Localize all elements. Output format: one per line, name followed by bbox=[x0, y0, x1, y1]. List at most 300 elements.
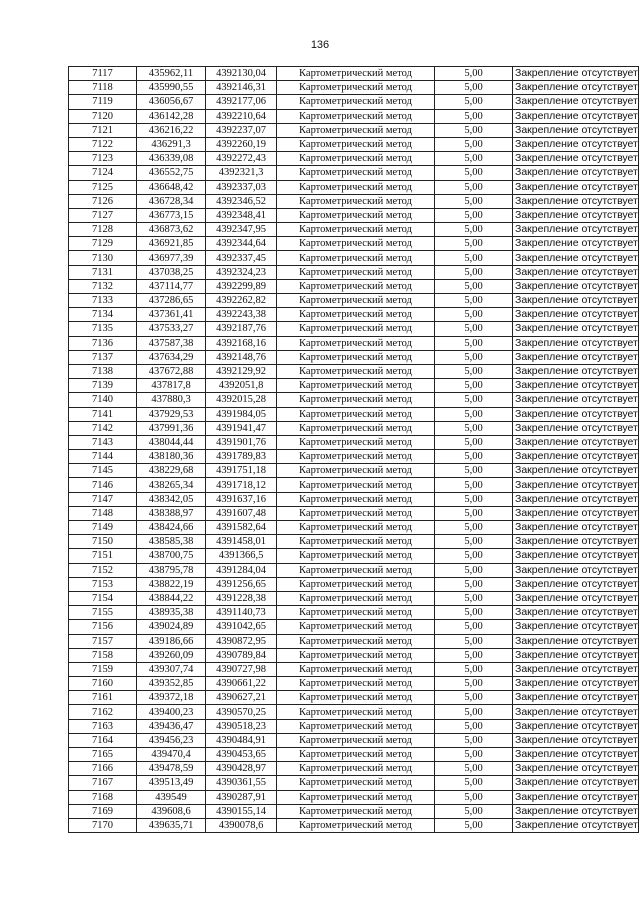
fixation-cell: Закрепление отсутствует bbox=[513, 137, 639, 151]
fixation-cell: Закрепление отсутствует bbox=[513, 691, 639, 705]
method-cell: Картометрический метод bbox=[277, 237, 435, 251]
method-cell: Картометрический метод bbox=[277, 251, 435, 265]
point-number-cell: 7163 bbox=[69, 719, 137, 733]
table-row bbox=[69, 194, 639, 208]
x-coordinate-cell: 439549 bbox=[137, 790, 206, 804]
error-cell: 5,00 bbox=[435, 279, 513, 293]
method-cell: Картометрический метод bbox=[277, 662, 435, 676]
method-cell: Картометрический метод bbox=[277, 393, 435, 407]
point-number-cell: 7166 bbox=[69, 762, 137, 776]
error-cell: 5,00 bbox=[435, 294, 513, 308]
error-cell: 5,00 bbox=[435, 450, 513, 464]
error-cell: 5,00 bbox=[435, 549, 513, 563]
point-number-cell: 7152 bbox=[69, 563, 137, 577]
table-row bbox=[69, 123, 639, 137]
table-row bbox=[69, 364, 639, 378]
method-cell: Картометрический метод bbox=[277, 450, 435, 464]
x-coordinate-cell: 436873,62 bbox=[137, 223, 206, 237]
x-coordinate-cell: 439470,4 bbox=[137, 748, 206, 762]
x-coordinate-cell: 438342,05 bbox=[137, 492, 206, 506]
error-cell: 5,00 bbox=[435, 492, 513, 506]
method-cell: Картометрический метод bbox=[277, 435, 435, 449]
fixation-cell: Закрепление отсутствует bbox=[513, 379, 639, 393]
y-coordinate-cell: 4390361,55 bbox=[206, 776, 277, 790]
method-cell: Картометрический метод bbox=[277, 606, 435, 620]
point-number-cell: 7132 bbox=[69, 279, 137, 293]
error-cell: 5,00 bbox=[435, 719, 513, 733]
error-cell: 5,00 bbox=[435, 123, 513, 137]
point-number-cell: 7133 bbox=[69, 294, 137, 308]
table-row bbox=[69, 407, 639, 421]
fixation-cell: Закрепление отсутствует bbox=[513, 577, 639, 591]
y-coordinate-cell: 4392130,04 bbox=[206, 67, 277, 81]
method-cell: Картометрический метод bbox=[277, 279, 435, 293]
y-coordinate-cell: 4392187,76 bbox=[206, 322, 277, 336]
error-cell: 5,00 bbox=[435, 648, 513, 662]
point-number-cell: 7165 bbox=[69, 748, 137, 762]
fixation-cell: Закрепление отсутствует bbox=[513, 194, 639, 208]
y-coordinate-cell: 4390078,6 bbox=[206, 818, 277, 832]
fixation-cell: Закрепление отсутствует bbox=[513, 364, 639, 378]
error-cell: 5,00 bbox=[435, 67, 513, 81]
fixation-cell: Закрепление отсутствует bbox=[513, 662, 639, 676]
x-coordinate-cell: 438795,78 bbox=[137, 563, 206, 577]
error-cell: 5,00 bbox=[435, 577, 513, 591]
table-row bbox=[69, 790, 639, 804]
method-cell: Картометрический метод bbox=[277, 350, 435, 364]
fixation-cell: Закрепление отсутствует bbox=[513, 648, 639, 662]
x-coordinate-cell: 437361,41 bbox=[137, 308, 206, 322]
point-number-cell: 7121 bbox=[69, 123, 137, 137]
x-coordinate-cell: 436291,3 bbox=[137, 137, 206, 151]
error-cell: 5,00 bbox=[435, 379, 513, 393]
point-number-cell: 7162 bbox=[69, 705, 137, 719]
table-row bbox=[69, 549, 639, 563]
point-number-cell: 7134 bbox=[69, 308, 137, 322]
fixation-cell: Закрепление отсутствует bbox=[513, 535, 639, 549]
point-number-cell: 7154 bbox=[69, 591, 137, 605]
fixation-cell: Закрепление отсутствует bbox=[513, 804, 639, 818]
error-cell: 5,00 bbox=[435, 81, 513, 95]
method-cell: Картометрический метод bbox=[277, 322, 435, 336]
y-coordinate-cell: 4391607,48 bbox=[206, 506, 277, 520]
fixation-cell: Закрепление отсутствует bbox=[513, 95, 639, 109]
method-cell: Картометрический метод bbox=[277, 691, 435, 705]
table-row bbox=[69, 421, 639, 435]
y-coordinate-cell: 4392051,8 bbox=[206, 379, 277, 393]
point-number-cell: 7147 bbox=[69, 492, 137, 506]
table-row bbox=[69, 634, 639, 648]
error-cell: 5,00 bbox=[435, 421, 513, 435]
fixation-cell: Закрепление отсутствует bbox=[513, 591, 639, 605]
method-cell: Картометрический метод bbox=[277, 620, 435, 634]
x-coordinate-cell: 438844,22 bbox=[137, 591, 206, 605]
point-number-cell: 7144 bbox=[69, 450, 137, 464]
method-cell: Картометрический метод bbox=[277, 95, 435, 109]
fixation-cell: Закрепление отсутствует bbox=[513, 705, 639, 719]
table-row bbox=[69, 506, 639, 520]
y-coordinate-cell: 4392337,45 bbox=[206, 251, 277, 265]
x-coordinate-cell: 435990,55 bbox=[137, 81, 206, 95]
fixation-cell: Закрепление отсутствует bbox=[513, 294, 639, 308]
point-number-cell: 7158 bbox=[69, 648, 137, 662]
method-cell: Картометрический метод bbox=[277, 208, 435, 222]
fixation-cell: Закрепление отсутствует bbox=[513, 776, 639, 790]
point-number-cell: 7157 bbox=[69, 634, 137, 648]
table-row bbox=[69, 620, 639, 634]
point-number-cell: 7138 bbox=[69, 364, 137, 378]
y-coordinate-cell: 4392243,38 bbox=[206, 308, 277, 322]
point-number-cell: 7160 bbox=[69, 677, 137, 691]
x-coordinate-cell: 437634,29 bbox=[137, 350, 206, 364]
fixation-cell: Закрепление отсутствует bbox=[513, 251, 639, 265]
method-cell: Картометрический метод bbox=[277, 818, 435, 832]
method-cell: Картометрический метод bbox=[277, 294, 435, 308]
x-coordinate-cell: 438585,38 bbox=[137, 535, 206, 549]
error-cell: 5,00 bbox=[435, 748, 513, 762]
method-cell: Картометрический метод bbox=[277, 123, 435, 137]
table-row bbox=[69, 152, 639, 166]
error-cell: 5,00 bbox=[435, 194, 513, 208]
y-coordinate-cell: 4390872,95 bbox=[206, 634, 277, 648]
point-number-cell: 7150 bbox=[69, 535, 137, 549]
point-number-cell: 7136 bbox=[69, 336, 137, 350]
fixation-cell: Закрепление отсутствует bbox=[513, 407, 639, 421]
point-number-cell: 7137 bbox=[69, 350, 137, 364]
y-coordinate-cell: 4392321,3 bbox=[206, 166, 277, 180]
table-row bbox=[69, 81, 639, 95]
x-coordinate-cell: 438822,19 bbox=[137, 577, 206, 591]
table-row bbox=[69, 180, 639, 194]
x-coordinate-cell: 436552,75 bbox=[137, 166, 206, 180]
error-cell: 5,00 bbox=[435, 407, 513, 421]
y-coordinate-cell: 4391637,16 bbox=[206, 492, 277, 506]
point-number-cell: 7126 bbox=[69, 194, 137, 208]
table-row bbox=[69, 166, 639, 180]
x-coordinate-cell: 436056,67 bbox=[137, 95, 206, 109]
y-coordinate-cell: 4391256,65 bbox=[206, 577, 277, 591]
y-coordinate-cell: 4392129,92 bbox=[206, 364, 277, 378]
error-cell: 5,00 bbox=[435, 223, 513, 237]
point-number-cell: 7151 bbox=[69, 549, 137, 563]
fixation-cell: Закрепление отсутствует bbox=[513, 762, 639, 776]
fixation-cell: Закрепление отсутствует bbox=[513, 435, 639, 449]
y-coordinate-cell: 4391751,18 bbox=[206, 464, 277, 478]
fixation-cell: Закрепление отсутствует bbox=[513, 152, 639, 166]
point-number-cell: 7145 bbox=[69, 464, 137, 478]
error-cell: 5,00 bbox=[435, 237, 513, 251]
point-number-cell: 7142 bbox=[69, 421, 137, 435]
x-coordinate-cell: 439436,47 bbox=[137, 719, 206, 733]
table-row bbox=[69, 137, 639, 151]
y-coordinate-cell: 4390789,84 bbox=[206, 648, 277, 662]
table-row bbox=[69, 379, 639, 393]
table-row bbox=[69, 336, 639, 350]
method-cell: Картометрический метод bbox=[277, 308, 435, 322]
x-coordinate-cell: 438935,38 bbox=[137, 606, 206, 620]
y-coordinate-cell: 4391458,01 bbox=[206, 535, 277, 549]
method-cell: Картометрический метод bbox=[277, 719, 435, 733]
x-coordinate-cell: 438265,34 bbox=[137, 478, 206, 492]
x-coordinate-cell: 436339,08 bbox=[137, 152, 206, 166]
point-number-cell: 7123 bbox=[69, 152, 137, 166]
table-row bbox=[69, 393, 639, 407]
method-cell: Картометрический метод bbox=[277, 535, 435, 549]
x-coordinate-cell: 437929,53 bbox=[137, 407, 206, 421]
fixation-cell: Закрепление отсутствует bbox=[513, 478, 639, 492]
fixation-cell: Закрепление отсутствует bbox=[513, 81, 639, 95]
table-body bbox=[69, 67, 639, 833]
y-coordinate-cell: 4392148,76 bbox=[206, 350, 277, 364]
method-cell: Картометрический метод bbox=[277, 677, 435, 691]
y-coordinate-cell: 4390428,97 bbox=[206, 762, 277, 776]
method-cell: Картометрический метод bbox=[277, 67, 435, 81]
error-cell: 5,00 bbox=[435, 620, 513, 634]
error-cell: 5,00 bbox=[435, 691, 513, 705]
fixation-cell: Закрепление отсутствует bbox=[513, 677, 639, 691]
x-coordinate-cell: 437533,27 bbox=[137, 322, 206, 336]
error-cell: 5,00 bbox=[435, 322, 513, 336]
method-cell: Картометрический метод bbox=[277, 492, 435, 506]
point-number-cell: 7135 bbox=[69, 322, 137, 336]
y-coordinate-cell: 4390155,14 bbox=[206, 804, 277, 818]
error-cell: 5,00 bbox=[435, 705, 513, 719]
x-coordinate-cell: 437672,88 bbox=[137, 364, 206, 378]
error-cell: 5,00 bbox=[435, 818, 513, 832]
x-coordinate-cell: 437038,25 bbox=[137, 265, 206, 279]
table-row bbox=[69, 733, 639, 747]
y-coordinate-cell: 4390661,22 bbox=[206, 677, 277, 691]
y-coordinate-cell: 4391901,76 bbox=[206, 435, 277, 449]
y-coordinate-cell: 4390453,65 bbox=[206, 748, 277, 762]
x-coordinate-cell: 436216,22 bbox=[137, 123, 206, 137]
table-row bbox=[69, 521, 639, 535]
point-number-cell: 7148 bbox=[69, 506, 137, 520]
point-number-cell: 7161 bbox=[69, 691, 137, 705]
point-number-cell: 7125 bbox=[69, 180, 137, 194]
x-coordinate-cell: 438700,75 bbox=[137, 549, 206, 563]
method-cell: Картометрический метод bbox=[277, 109, 435, 123]
y-coordinate-cell: 4392210,64 bbox=[206, 109, 277, 123]
method-cell: Картометрический метод bbox=[277, 506, 435, 520]
table-row bbox=[69, 762, 639, 776]
method-cell: Картометрический метод bbox=[277, 762, 435, 776]
error-cell: 5,00 bbox=[435, 208, 513, 222]
fixation-cell: Закрепление отсутствует bbox=[513, 492, 639, 506]
point-number-cell: 7128 bbox=[69, 223, 137, 237]
fixation-cell: Закрепление отсутствует bbox=[513, 521, 639, 535]
fixation-cell: Закрепление отсутствует bbox=[513, 450, 639, 464]
point-number-cell: 7159 bbox=[69, 662, 137, 676]
point-number-cell: 7140 bbox=[69, 393, 137, 407]
y-coordinate-cell: 4391582,64 bbox=[206, 521, 277, 535]
error-cell: 5,00 bbox=[435, 521, 513, 535]
error-cell: 5,00 bbox=[435, 180, 513, 194]
error-cell: 5,00 bbox=[435, 804, 513, 818]
error-cell: 5,00 bbox=[435, 478, 513, 492]
table-row bbox=[69, 109, 639, 123]
fixation-cell: Закрепление отсутствует bbox=[513, 620, 639, 634]
fixation-cell: Закрепление отсутствует bbox=[513, 123, 639, 137]
error-cell: 5,00 bbox=[435, 606, 513, 620]
x-coordinate-cell: 437991,36 bbox=[137, 421, 206, 435]
table-row bbox=[69, 776, 639, 790]
x-coordinate-cell: 439260,09 bbox=[137, 648, 206, 662]
method-cell: Картометрический метод bbox=[277, 364, 435, 378]
fixation-cell: Закрепление отсутствует bbox=[513, 67, 639, 81]
point-number-cell: 7124 bbox=[69, 166, 137, 180]
point-number-cell: 7119 bbox=[69, 95, 137, 109]
method-cell: Картометрический метод bbox=[277, 407, 435, 421]
table-row bbox=[69, 705, 639, 719]
method-cell: Картометрический метод bbox=[277, 265, 435, 279]
method-cell: Картометрический метод bbox=[277, 733, 435, 747]
table-row bbox=[69, 818, 639, 832]
x-coordinate-cell: 439400,23 bbox=[137, 705, 206, 719]
y-coordinate-cell: 4390518,23 bbox=[206, 719, 277, 733]
fixation-cell: Закрепление отсутствует bbox=[513, 634, 639, 648]
y-coordinate-cell: 4390727,98 bbox=[206, 662, 277, 676]
x-coordinate-cell: 437286,65 bbox=[137, 294, 206, 308]
y-coordinate-cell: 4392272,43 bbox=[206, 152, 277, 166]
method-cell: Картометрический метод bbox=[277, 577, 435, 591]
table-row bbox=[69, 563, 639, 577]
table-row bbox=[69, 662, 639, 676]
error-cell: 5,00 bbox=[435, 265, 513, 279]
point-number-cell: 7120 bbox=[69, 109, 137, 123]
error-cell: 5,00 bbox=[435, 166, 513, 180]
table-row bbox=[69, 435, 639, 449]
point-number-cell: 7131 bbox=[69, 265, 137, 279]
x-coordinate-cell: 438180,36 bbox=[137, 450, 206, 464]
table-row bbox=[69, 223, 639, 237]
point-number-cell: 7149 bbox=[69, 521, 137, 535]
point-number-cell: 7130 bbox=[69, 251, 137, 265]
fixation-cell: Закрепление отсутствует bbox=[513, 421, 639, 435]
y-coordinate-cell: 4390484,91 bbox=[206, 733, 277, 747]
method-cell: Картометрический метод bbox=[277, 81, 435, 95]
table-row bbox=[69, 208, 639, 222]
point-number-cell: 7141 bbox=[69, 407, 137, 421]
x-coordinate-cell: 437114,77 bbox=[137, 279, 206, 293]
x-coordinate-cell: 439608,6 bbox=[137, 804, 206, 818]
error-cell: 5,00 bbox=[435, 435, 513, 449]
error-cell: 5,00 bbox=[435, 152, 513, 166]
fixation-cell: Закрепление отсутствует bbox=[513, 748, 639, 762]
y-coordinate-cell: 4391042,65 bbox=[206, 620, 277, 634]
point-number-cell: 7167 bbox=[69, 776, 137, 790]
method-cell: Картометрический метод bbox=[277, 521, 435, 535]
table-row bbox=[69, 748, 639, 762]
table-row bbox=[69, 294, 639, 308]
table-row bbox=[69, 251, 639, 265]
point-number-cell: 7118 bbox=[69, 81, 137, 95]
point-number-cell: 7164 bbox=[69, 733, 137, 747]
x-coordinate-cell: 439372,18 bbox=[137, 691, 206, 705]
point-number-cell: 7146 bbox=[69, 478, 137, 492]
method-cell: Картометрический метод bbox=[277, 379, 435, 393]
x-coordinate-cell: 436728,34 bbox=[137, 194, 206, 208]
y-coordinate-cell: 4392337,03 bbox=[206, 180, 277, 194]
method-cell: Картометрический метод bbox=[277, 194, 435, 208]
method-cell: Картометрический метод bbox=[277, 549, 435, 563]
fixation-cell: Закрепление отсутствует bbox=[513, 606, 639, 620]
method-cell: Картометрический метод bbox=[277, 478, 435, 492]
method-cell: Картометрический метод bbox=[277, 648, 435, 662]
x-coordinate-cell: 439456,23 bbox=[137, 733, 206, 747]
method-cell: Картометрический метод bbox=[277, 804, 435, 818]
y-coordinate-cell: 4392177,06 bbox=[206, 95, 277, 109]
y-coordinate-cell: 4392348,41 bbox=[206, 208, 277, 222]
fixation-cell: Закрепление отсутствует bbox=[513, 208, 639, 222]
method-cell: Картометрический метод bbox=[277, 166, 435, 180]
x-coordinate-cell: 436921,85 bbox=[137, 237, 206, 251]
method-cell: Картометрический метод bbox=[277, 563, 435, 577]
point-number-cell: 7156 bbox=[69, 620, 137, 634]
y-coordinate-cell: 4392299,89 bbox=[206, 279, 277, 293]
fixation-cell: Закрепление отсутствует bbox=[513, 350, 639, 364]
page-number: 136 bbox=[310, 39, 330, 51]
error-cell: 5,00 bbox=[435, 535, 513, 549]
y-coordinate-cell: 4390627,21 bbox=[206, 691, 277, 705]
table-row bbox=[69, 691, 639, 705]
fixation-cell: Закрепление отсутствует bbox=[513, 322, 639, 336]
error-cell: 5,00 bbox=[435, 634, 513, 648]
table-row bbox=[69, 67, 639, 81]
y-coordinate-cell: 4392262,82 bbox=[206, 294, 277, 308]
method-cell: Картометрический метод bbox=[277, 223, 435, 237]
table-row bbox=[69, 606, 639, 620]
error-cell: 5,00 bbox=[435, 350, 513, 364]
error-cell: 5,00 bbox=[435, 591, 513, 605]
table-row bbox=[69, 237, 639, 251]
y-coordinate-cell: 4392324,23 bbox=[206, 265, 277, 279]
table-row bbox=[69, 804, 639, 818]
method-cell: Картометрический метод bbox=[277, 464, 435, 478]
y-coordinate-cell: 4391718,12 bbox=[206, 478, 277, 492]
x-coordinate-cell: 437880,3 bbox=[137, 393, 206, 407]
x-coordinate-cell: 438044,44 bbox=[137, 435, 206, 449]
x-coordinate-cell: 436977,39 bbox=[137, 251, 206, 265]
y-coordinate-cell: 4392168,16 bbox=[206, 336, 277, 350]
table-row bbox=[69, 478, 639, 492]
y-coordinate-cell: 4391366,5 bbox=[206, 549, 277, 563]
table-row bbox=[69, 279, 639, 293]
error-cell: 5,00 bbox=[435, 790, 513, 804]
method-cell: Картометрический метод bbox=[277, 180, 435, 194]
point-number-cell: 7129 bbox=[69, 237, 137, 251]
method-cell: Картометрический метод bbox=[277, 776, 435, 790]
fixation-cell: Закрепление отсутствует bbox=[513, 166, 639, 180]
error-cell: 5,00 bbox=[435, 762, 513, 776]
x-coordinate-cell: 439513,49 bbox=[137, 776, 206, 790]
method-cell: Картометрический метод bbox=[277, 421, 435, 435]
method-cell: Картометрический метод bbox=[277, 336, 435, 350]
method-cell: Картометрический метод bbox=[277, 705, 435, 719]
fixation-cell: Закрепление отсутствует bbox=[513, 393, 639, 407]
y-coordinate-cell: 4391228,38 bbox=[206, 591, 277, 605]
x-coordinate-cell: 436648,42 bbox=[137, 180, 206, 194]
point-number-cell: 7139 bbox=[69, 379, 137, 393]
point-number-cell: 7168 bbox=[69, 790, 137, 804]
point-number-cell: 7155 bbox=[69, 606, 137, 620]
table-row bbox=[69, 450, 639, 464]
fixation-cell: Закрепление отсутствует bbox=[513, 719, 639, 733]
table-row bbox=[69, 492, 639, 506]
y-coordinate-cell: 4392346,52 bbox=[206, 194, 277, 208]
y-coordinate-cell: 4391789,83 bbox=[206, 450, 277, 464]
table-row bbox=[69, 577, 639, 591]
